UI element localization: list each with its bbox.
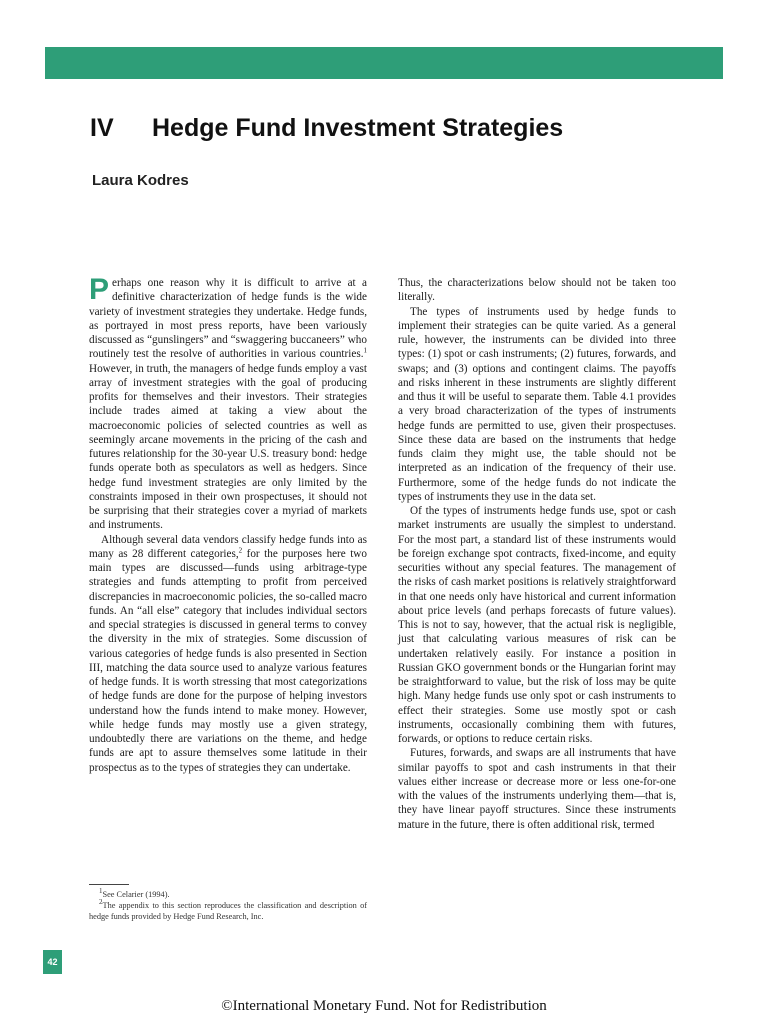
copyright-notice: ©International Monetary Fund. Not for Redistribution <box>221 998 547 1014</box>
footnote-ref: 1 <box>363 346 367 355</box>
chapter-title <box>90 114 730 143</box>
chapter-number: IV <box>90 114 114 142</box>
author-name: Laura Kodres <box>92 172 189 189</box>
footnotes <box>89 884 367 922</box>
drop-cap: P <box>89 273 110 306</box>
footnote-ref: 2 <box>238 546 243 555</box>
chapter-title-text: Hedge Fund Investment Strategies <box>152 114 564 142</box>
header-color-bar <box>45 47 723 79</box>
paragraph: The types of instruments used by hedge funds to implement their strategies can be quite varied. As a general rule, however, the instruments can be divided into three types: (1) spot or cash instruments; (2) futures, forwards, and swaps; and (3) options and contingent claims. The payoffs and risks inherent in these instruments are slightly different and thus it will be useful to separate them. Table 4.1 provides a very broad characterization of the types of instruments hedge funds are permitted to use, given their prospectuses. Since these data are based on the instruments that hedge funds claim they might use, the table should not be interpreted as an indication of the frequency of their use. Furthermore, some of the hedge funds do not indicate the types of instruments they use in the data set. <box>398 305 676 503</box>
footnote-rule <box>89 884 129 885</box>
paragraph: Of the types of instruments hedge funds use, spot or cash market instruments are usually the simplest to understand. For the most part, a standard list of these instruments would be foreign exchange spot contracts, fixed-income, and equity securities without any special features. The management of the risks of cash market positions is relatively straightforward in that one needs only have historical and current information about price levels (and perhaps forecasts of future values). This is not to say, however, that the actual risk is negligible, just that calculating various measures of risk can be undertaken relatively easily. For instance a position in Russian GKO government bonds or the Hungarian forint may be straightforward to value, but the risk of loss may be quite high. Many hedge funds use only spot or cash instruments to effect their strategies. Some use mostly spot or cash instruments, occasionally combining them with futures, forwards, or options to reduce certain risks. <box>398 505 676 745</box>
page-number: 42 <box>43 950 62 974</box>
paragraph: Futures, forwards, and swaps are all instruments that have similar payoffs to spot and cash instruments in that their values either increase or decrease more or less one-for-one with the values of the instruments underlying them—that is, they have linear payoff structures. Since these instruments mature in the future, there is often additional risk, termed <box>398 747 676 831</box>
footnote: $^2$The appendix to this section reproduces the classification and description of hedge funds provided by Hedge Fund Research, Inc. <box>89 898 367 921</box>
paragraph: Thus, the characterizations below should not be taken too literally. <box>398 277 676 304</box>
paragraph: Although several data vendors classify hedge funds into as many as 28 different categories,$^2$ for the purposes here two main types are discussed—funds using arbitrage-type strategies and funds attempting to profit from perceived discrepancies in macroeconomic policies, the so-called macro funds. An “all else” category that includes individual sectors and special strategies is discussed in general terms to convey the diversity in the mix of strategies. Some discussion of various categories of hedge funds is also presented in Section III, matching the data source used to analyze various features of hedge funds. It is worth stressing that most categorizations of hedge funds are done for the purpose of helping investors understand how the funds intend to make money. However, while hedge funds may mostly use a given strategy, undoubtedly there are variations on the theme, and hedge funds are apt to assure themselves some latitude in their prospectus as to the types of strategies they can undertake. <box>89 533 367 774</box>
left-column <box>89 273 367 775</box>
footnote: $^1$See Celarier (1994). <box>99 887 170 899</box>
paragraph: Perhaps one reason why it is difficult to arrive at a definitive characterization of hedge funds is the wide variety of investment strategies they undertake. Hedge funds, as portrayed in most press reports, have been variously discussed as “gunslingers” and “swaggering buccaneers” who routinely test the resolve of authorities in various countries.$^1$ However, in truth, the managers of hedge funds employ a vast array of investment strategies with the goal of producing profits for themselves and their investors. Their strategies include trades aimed at taking a view about the macroeconomic policies of selected countries as well as seemingly arcane movements in the pricing of the cash and futures relationship for the 30-year U.S. treasury bond: hedge funds operate both as speculators as well as hedgers. Since hedge fund investment strategies are only limited by the constraints imposed in their own prospectuses, it should not be surprising that their strategies cover a myriad of markets and instruments. <box>89 273 367 532</box>
right-column <box>398 276 676 832</box>
